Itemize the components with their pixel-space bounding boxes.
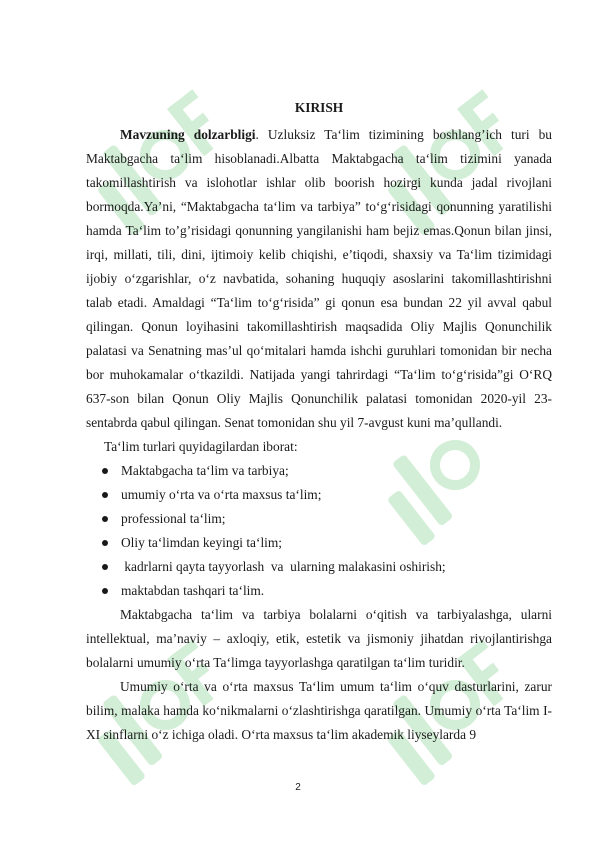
page-number: 2 xyxy=(295,782,301,793)
page-title: KIRISH xyxy=(294,100,344,115)
preschool-paragraph: Maktabgacha ta‘lim va tarbiya bolalarni o‘qitish va tarbiyalashga, ularni intellektual, ma’naviy – axloqiy, etik, estetik va jismoniy jihatdan rivojlantirishga bolalarni umumiy o‘rta Ta‘limga tayyorlashga qaratilgan ta‘lim turidir. xyxy=(86,607,552,670)
bullet-icon xyxy=(102,492,108,498)
bullet-icon xyxy=(102,564,108,570)
list-item: Maktabgacha ta‘lim va tarbiya; xyxy=(86,459,552,483)
general-education-paragraph: Umumiy o‘rta va o‘rta maxsus Ta‘lim umum ta‘lim o‘quv dasturlarini, zarur bilim, malaka hamda ko‘nikmalarni o‘zlashtirishga qaratilgan. Umumiy o‘rta Ta‘lim I-XI sinflarni o‘z ichiga oladi. O‘rta maxsus ta‘lim akademik liyseylarda 9 xyxy=(86,679,552,742)
bullet-icon xyxy=(102,516,108,522)
bullet-icon xyxy=(102,540,108,546)
list-item: maktabdan tashqari ta‘lim. xyxy=(86,579,552,603)
intro-text: . Uzluksiz Ta‘lim tizimining boshlang’ich turi bu Maktabgacha ta‘lim hisoblanadi.Albatta Maktabgacha ta‘lim tizimini yanada takomillashtirish va islohotlar ishlar olib boorish hozirgi kunda jadal rivojlani bormoqda.Ya’ni, “Maktabgacha ta‘lim va tarbiya” to‘g‘risidagi qonunning yaratilishi hamda Ta‘lim to’g’risidagi qonunning yangilanishi ham bejiz emas.Qonun bilan jinsi, irqi, millati, tili, dini, ijtimoiy kelib chiqishi, e’tiqodi, shaxsiy va Ta‘lim tizimidagi ijobiy o‘zgarishlar, o‘z navbatida, sohaning huquqiy asoslarini takomillashtirishni talab etadi. Amaldagi “Ta‘lim to‘g‘risida” gi qonun esa bundan 22 yil avval qabul qilingan. Qonun loyihasini takomillashtirish maqsadida Oliy Majlis Qonunchilik palatasi va Senatning mas’ul qo‘mitalari hamda ishchi guruhlari tomonidan bir necha bor muhokamalar o‘tkazildi. Natijada yangi tahrirdagi “Ta‘lim to‘g‘risida”gi O‘RQ 637-son bilan Qonun Oliy Majlis Qonunchilik palatasi tomonidan 2020-yil 23-sentabrda qabul qilingan. Senat tomonidan shu yil 7-avgust kuni ma’qullandi. xyxy=(86,127,553,430)
document-body xyxy=(86,96,552,747)
types-intro: Ta‘lim turlari quyidagilardan iborat: xyxy=(104,439,298,454)
list-item: Oliy ta‘limdan keyingi ta‘lim; xyxy=(86,531,552,555)
intro-paragraph xyxy=(86,123,552,435)
bullet-icon xyxy=(102,468,108,474)
list-item: professional ta‘lim; xyxy=(86,507,552,531)
intro-lead: Mavzuning dolzarbligi xyxy=(120,127,256,142)
list-item: umumiy o‘rta va o‘rta maxsus ta‘lim; xyxy=(86,483,552,507)
bullet-icon xyxy=(102,588,108,594)
list-item: kadrlarni qayta tayyorlash va ularning malakasini oshirish; xyxy=(86,555,552,579)
education-types-list xyxy=(86,459,552,603)
